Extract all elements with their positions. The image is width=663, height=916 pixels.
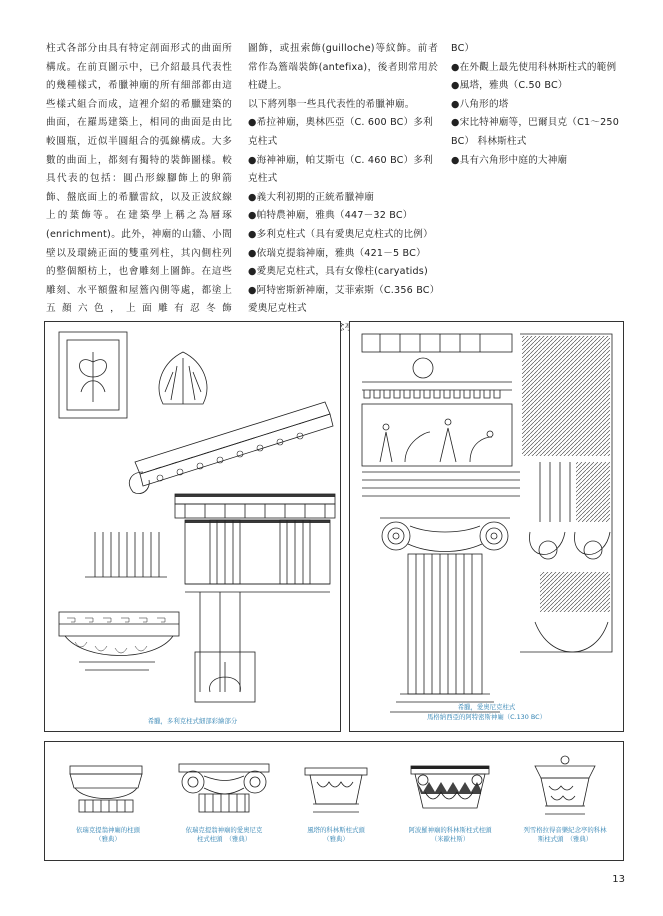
list-item: ●具有六角形中庭的大神廟 [451, 154, 568, 166]
caption-line: 柱式柱頭 （雅典） [196, 835, 252, 843]
capital-caption-2 [169, 826, 279, 844]
list-item: ●希拉神廟，奧林匹亞（C. 600 BC）多利克柱式 [248, 117, 433, 147]
doric-detail-drawing [45, 322, 340, 731]
figure-caption-line-2: 馬格納西亞的阿特密斯神廟（C.130 BC） [427, 713, 546, 721]
caption-line: （米歐杜斯） [430, 835, 470, 843]
caption-line: 依瑞克提翁神廟的愛奧尼克 [185, 826, 263, 834]
body-paragraph: 圖飾，或扭索飾(guilloche)等紋飾。前者常作為簷端裝飾(antefixa)，後者則常用於柱礎上。 [248, 43, 438, 92]
capital-caption-3 [290, 826, 382, 844]
figure-capitals-row [44, 741, 624, 861]
figure-ionic-order [349, 321, 624, 732]
caption-line: 斯柱式頭 （雅典） [537, 835, 593, 843]
caption-line: 阿波羅神廟的科林斯柱式柱頭 [408, 826, 492, 834]
capital-5-illustration [535, 756, 595, 814]
figure-doric-detail [44, 321, 341, 732]
caption-line: 風塔的科林斯柱式頭 [307, 826, 365, 834]
figure-caption: 希臘，多利克柱式細部彩繪部分 [147, 717, 238, 725]
list-item: ●八角形的塔 [451, 98, 509, 110]
text-column-2 [248, 40, 438, 338]
capital-1-illustration [70, 766, 142, 812]
capital-3-illustration [305, 768, 367, 812]
capital-caption-5 [511, 826, 619, 844]
list-item: ●愛奧尼克柱式，具有女像柱(caryatids) [248, 266, 428, 278]
page-number: 13 [612, 874, 625, 885]
list-item: ●海神神廟，帕艾斯屯（C. 460 BC）多利克柱式 [248, 154, 433, 185]
capital-caption-1 [63, 826, 153, 844]
text-column-3 [451, 40, 631, 170]
list-item: ●宋比特神廟等，巴爾貝克（C1～250 BC） 科林斯柱式 [451, 117, 620, 147]
list-item: ●多利克柱式（具有愛奧尼克柱式的比例） [248, 228, 433, 240]
caption-line: 依瑞克提翁神廟的柱頭 [76, 826, 140, 834]
list-item: ●義大利初期的正統希臘神廟 [248, 191, 375, 203]
caption-line: 列雪格拉得音樂紀念亭的科林 [523, 826, 607, 834]
caption-line: （雅典） [323, 835, 349, 843]
figure-caption-line-1: 希臘，愛奧尼克柱式 [457, 703, 516, 711]
list-lead: 以下將列舉一些具代表性的希臘神廟。 [248, 98, 415, 110]
list-item: BC） [451, 43, 475, 54]
list-item: ●在外觀上最先使用科林斯柱式的範例 [451, 61, 617, 73]
capital-caption-4 [395, 826, 505, 844]
caption-line: （雅典） [95, 835, 121, 843]
list-item: ●風塔，雅典（C.50 BC） [451, 80, 568, 92]
body-paragraph: 柱式各部分由具有特定剖面形式的曲面所構成。在前頁圖示中，已介紹最具代表性的幾種樣式，希臘神廟的所有細部都由這些樣式組合而成，這裡介紹的希臘建築的曲面，在羅馬建築上，相同的曲面是由比較圓瓶，近似半圓組合的弧線構成。大多數的曲面上，都刻有獨特的裝飾圖樣。較具代表的包括：圓凸形線腳飾上的卵箭飾、盤底面上的希臘雷紋，以及正波紋線上的葉飾等。在建築學上稱之為層琢(enrichment)。此外，神廟的山牆、小間壁以及環繞正面的雙重列柱，其內側柱列的整個額枋上，也會雕刻上圖飾。在這些雕刻、水平額盤和屋簷內側等處，都塗上五顏六色，上面雕有忍冬飾 [46, 43, 232, 315]
ionic-order-drawing [350, 322, 623, 731]
capital-2-illustration [179, 764, 269, 812]
list-item: ●阿特密斯新神廟，艾菲索斯（C.356 BC）愛奧尼克柱式 [248, 284, 435, 315]
list-item: ●帕特農神廟，雅典（447－32 BC） [248, 210, 413, 222]
list-item: ●依瑞克提翁神廟，雅典（421－5 BC） [248, 247, 426, 259]
